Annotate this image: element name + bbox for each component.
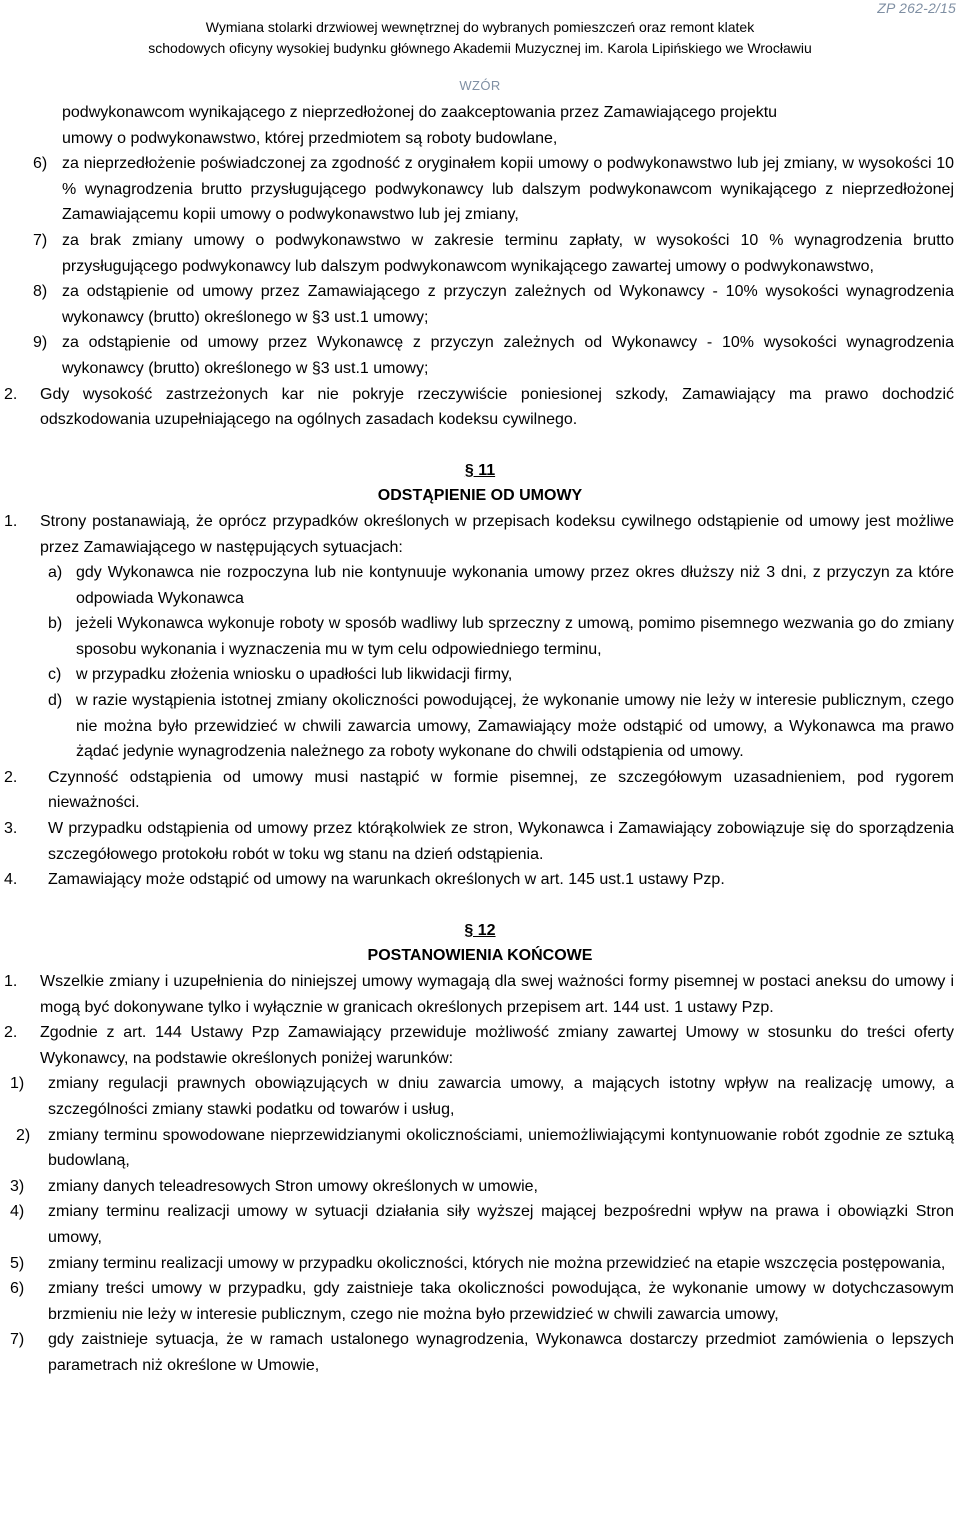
condition-number: 7) <box>10 1331 25 1349</box>
page-header <box>0 17 960 59</box>
withdrawal-case <box>0 662 960 688</box>
condition-number: 2) <box>16 1126 31 1144</box>
penalty-item <box>0 279 960 330</box>
item-number: 2. <box>4 768 18 786</box>
penalty-text: za odstąpienie od umowy przez Wykonawcę z przyczyn zależnych od Wykonawcy - 10% wysokości wynagrodzenia wykonawcy (brutto) określonego w §3 ust.1 umowy; <box>62 334 954 377</box>
penalty-number: 7) <box>33 231 48 249</box>
paragraph-sign: § 11 <box>464 461 496 479</box>
form-label: WZÓR <box>459 78 501 93</box>
item-text: W przypadku odstąpienia od umowy przez którąkolwiek ze stron, Wykonawca i Zamawiający zobowiązuje się do sporządzenia szczegółowego protokołu robót w toku wg stanu na dzień odstąpienia. <box>48 820 954 863</box>
withdrawal-case <box>0 688 960 765</box>
section-12-sign <box>0 918 960 944</box>
change-condition <box>0 1174 960 1200</box>
case-text: jeżeli Wykonawca wykonuje roboty w sposób wadliwy lub sprzeczny z umową, pomimo pisemnego wezwania go do zmiany sposobu wykonania i wyznaczenia mu w tym celu odpowiedniego terminu, <box>76 615 954 658</box>
change-condition <box>0 1123 960 1174</box>
condition-number: 4) <box>10 1203 25 1221</box>
penalty-text: za nieprzedłożenie poświadczonej za zgodność z oryginałem kopii umowy o podwykonawstwo lub jej zmiany, w wysokości 10 % wynagrodzenia brutto przysługującego podwykonawcy lub dalszym podwykonawcom wynikającego z nieprzedłożonej Zamawiającemu kopii umowy o podwykonawstwo lub jej zmiany, <box>62 155 954 224</box>
penalty-text: za brak zmiany umowy o podwykonawstwo w zakresie terminu zapłaty, w wysokości 10 % wynagrodzenia brutto przysługującego podwykonawcy lub dalszym podwykonawcom wynikającego zawartej umowy o podwykonawstwo, <box>62 231 954 275</box>
condition-text: zmiany terminu spowodowane nieprzewidzianymi okolicznościami, uniemożliwiającymi kontynuowanie robót zgodnie ze sztuką budowlaną, <box>48 1126 954 1170</box>
item-number: 3. <box>4 820 18 838</box>
withdrawal-case <box>0 560 960 611</box>
section-12-title: POSTANOWIENIA KOŃCOWE <box>367 947 593 965</box>
penalty-number: 8) <box>33 283 48 301</box>
condition-text: zmiany treści umowy w przypadku, gdy zaistnieje taka okoliczności powodująca, że wykonanie umowy w dotychczasowym brzmieniu nie leży w interesie publicznym, czego nie można było przewidzieć w chwili zawarcia umowy, <box>48 1280 954 1323</box>
item-number: 1. <box>4 973 18 990</box>
paragraph-sign: § 12 <box>464 921 496 939</box>
condition-number: 6) <box>10 1280 25 1298</box>
penalty-number: 9) <box>33 334 48 352</box>
condition-number: 3) <box>10 1177 25 1195</box>
change-condition <box>0 1251 960 1277</box>
case-text: gdy Wykonawca nie rozpoczyna lub nie kontynuuje wykonania umowy przez okres dłuższy niż 3 dni, z przyczyn za które odpowiada Wykonawca <box>76 564 954 607</box>
header-line-1: Wymiana stolarki drzwiowej wewnętrznej do wybranych pomieszczeń oraz remont klatek <box>205 19 755 35</box>
continuation-line: umowy o podwykonawstwo, której przedmiotem są roboty budowlane, <box>62 129 558 147</box>
point-2 <box>0 382 960 433</box>
condition-text: zmiany regulacji prawnych obowiązujących w dniu zawarcia umowy, a mających istotny wpływ na realizację umowy, a szczególności zmiany stawki podatku od towarów i usług, <box>48 1075 954 1118</box>
condition-text: gdy zaistnieje sytuacja, że w ramach ustalonego wynagrodzenia, Wykonawca dostarczy przedmiot zamówienia o lepszych parametrach niż określone w Umowie, <box>48 1331 954 1374</box>
change-condition <box>0 1327 960 1378</box>
item-text: Wszelkie zmiany i uzupełnienia do niniejszej umowy wymagają dla swej ważności formy pisemnej w postaci aneksu do umowy i mogą być dokonywane tylko i wyłącznie w granicach określonych przepisem art. 144 ust. 1 ustawy Pzp. <box>40 973 954 1016</box>
section-spacer <box>0 893 960 918</box>
item-text: Zamawiający może odstąpić od umowy na warunkach określonych w art. 145 ust.1 ustawy Pzp. <box>48 871 725 889</box>
case-letter: a) <box>48 564 63 582</box>
continuation-text <box>0 100 960 151</box>
item-number: 4. <box>4 871 18 889</box>
condition-number: 1) <box>10 1075 25 1093</box>
case-letter: b) <box>48 615 63 633</box>
change-condition <box>0 1071 960 1122</box>
point-text: Gdy wysokość zastrzeżonych kar nie pokryje rzeczywiście poniesionej szkody, Zamawiający ma prawo dochodzić odszkodowania uzupełniającego na ogólnych zasadach kodeksu cywilnego. <box>40 385 954 429</box>
section-11-item <box>0 765 960 816</box>
penalty-item <box>0 151 960 228</box>
condition-text: zmiany terminu realizacji umowy w przypadku okoliczności, których nie można przewidzieć na etapie wszczęcia postępowania, <box>48 1254 946 1272</box>
condition-text: zmiany terminu realizacji umowy w sytuacji działania siły wyższej mającej bezpośredni wpływ na prawa i obowiązki Stron umowy, <box>48 1203 954 1246</box>
section-11-title: ODSTĄPIENIE OD UMOWY <box>377 487 583 505</box>
change-condition <box>0 1276 960 1327</box>
case-letter: d) <box>48 692 63 710</box>
section-spacer <box>0 433 960 458</box>
section-11-item <box>0 867 960 893</box>
withdrawal-case <box>0 611 960 662</box>
case-letter: c) <box>48 666 62 684</box>
header-line-2: schodowych oficyny wysokiej budynku głównego Akademii Muzycznej im. Karola Lipińskiego we Wrocławiu <box>148 40 812 56</box>
section-11-item <box>0 509 960 560</box>
change-condition <box>0 1199 960 1250</box>
penalty-item <box>0 330 960 381</box>
item-text: Strony postanawiają, że oprócz przypadków określonych w przepisach kodeksu cywilnego odstąpienie od umowy jest możliwe przez Zamawiającego w następujących sytuacjach: <box>40 512 954 556</box>
penalty-text: za odstąpienie od umowy przez Zamawiającego z przyczyn zależnych od Wykonawcy - 10% wysokości wynagrodzenia wykonawcy (brutto) określonego w §3 ust.1 umowy; <box>62 283 954 326</box>
section-11-item <box>0 816 960 867</box>
item-text: Zgodnie z art. 144 Ustawy Pzp Zamawiający przewiduje możliwość zmiany zawartej Umowy w stosunku do treści oferty Wykonawcy, na podstawie określonych poniżej warunków: <box>40 1024 954 1067</box>
document-body <box>0 100 960 1379</box>
condition-text: zmiany danych teleadresowych Stron umowy określonych w umowie, <box>48 1177 538 1195</box>
item-number: 1. <box>4 512 18 530</box>
section-12-item <box>0 969 960 1020</box>
condition-number: 5) <box>10 1254 25 1272</box>
item-number: 2. <box>4 1024 18 1042</box>
penalty-item <box>0 228 960 279</box>
document-number: ZP 262-2/15 <box>877 0 956 16</box>
penalty-number: 6) <box>33 155 48 173</box>
item-text: Czynność odstąpienia od umowy musi nastąpić w formie pisemnej, ze szczegółowym uzasadnieniem, pod rygorem nieważności. <box>48 768 954 812</box>
section-11-sign <box>0 458 960 484</box>
section-12-item <box>0 1020 960 1071</box>
case-text: w przypadku złożenia wniosku o upadłości lub likwidacji firmy, <box>76 666 513 684</box>
case-text: w razie wystąpienia istotnej zmiany okoliczności powodującej, że wykonanie umowy nie leży w interesie publicznym, czego nie można było przewidzieć w chwili zawarcia umowy, Zamawiający może odstąpić od umowy, a Wykonawca ma prawo żądać jedynie wynagrodzenia należnego za roboty wykonane do chwili odstąpienia od umowy. <box>76 692 954 761</box>
continuation-line: podwykonawcom wynikającego z nieprzedłożonej do zaakceptowania przez Zamawiającego projektu <box>62 104 778 121</box>
point-number: 2. <box>4 385 18 403</box>
